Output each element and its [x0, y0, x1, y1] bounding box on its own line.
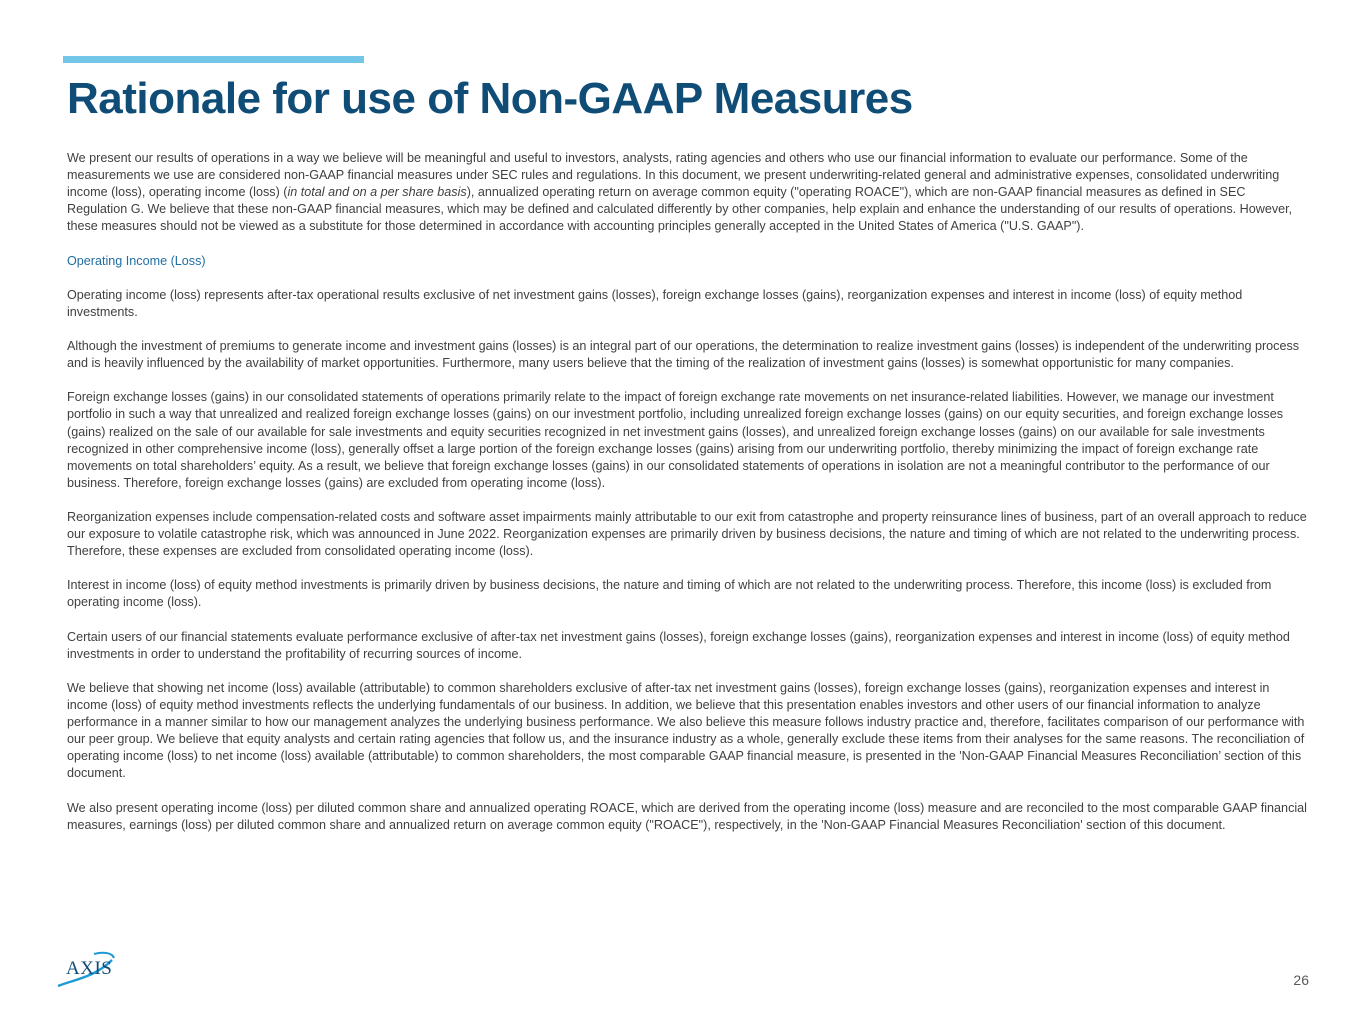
page-number: 26: [1293, 972, 1309, 988]
body-text: [67, 150, 1307, 834]
title-accent-bar: [63, 56, 364, 63]
page-title: Rationale for use of Non-GAAP Measures: [67, 74, 913, 123]
axis-logo: [54, 950, 118, 990]
paragraph-equity-method: Interest in income (loss) of equity method investments is primarily driven by business decisions, the nature and timing of which are not related to the underwriting process. Therefore, this income (loss) is excluded from operating income (loss).: [67, 578, 1272, 610]
intro-text-italic: in total and on a per share basis: [287, 185, 467, 200]
paragraph-fundamentals: We believe that showing net income (loss) available (attributable) to common shareholders exclusive of after-tax net investment gains (losses), foreign exchange losses (gains), reorganization expenses and interest in income (loss) of equity method investments reflects the underlying fundamentals of our business. In addition, we believe that this presentation enables investors and other users of our financial information to analyze performance in a manner similar to how our management analyzes the underlying business performance. We also believe this measure follows industry practice and, therefore, facilitates comparison of our performance with our peer group. We believe that equity analysts and certain rating agencies that follow us, and the insurance industry as a whole, generally exclude these items from their analyses for the same reasons. The reconciliation of operating income (loss) to net income (loss) available (attributable) to common shareholders, the most comparable GAAP financial measure, is presented in the 'Non-GAAP Financial Measures Reconciliation’ section of this document.: [67, 680, 1305, 781]
paragraph-foreign-exchange: Foreign exchange losses (gains) in our consolidated statements of operations primarily relate to the impact of foreign exchange rate movements on net insurance-related liabilities. However, we manage our investment portfolio in such a way that unrealized and realized foreign exchange losses (gains) on our investment portfolio, including unrealized foreign exchange losses (gains) on our equity securities, and foreign exchange losses (gains) realized on the sale of our available for sale investments and equity securities recognized in net investment gains (losses), and unrealized foreign exchange losses (gains) on our available for sale investments recognized in other comprehensive income (loss), generally offset a large portion of the foreign exchange losses (gains) arising from our underwriting portfolio, thereby minimizing the impact of foreign exchange rate movements on total shareholders’ equity. As a result, we believe that foreign exchange losses (gains) in our consolidated statements of operations in isolation are not a meaningful contributor to the performance of our business. Therefore, foreign exchange losses (gains) are excluded from operating income (loss).: [67, 390, 1284, 490]
paragraph-per-share-roace: We also present operating income (loss) per diluted common share and annualized operating ROACE, which are derived from the operating income (loss) measure and are reconciled to the most comparable GAAP financial measures, earnings (loss) per diluted common share and annualized return on average common equity ("ROACE"), respectively, in the 'Non-GAAP Financial Measures Reconciliation' section of this document.: [67, 800, 1307, 832]
intro-text-part2: ), annualized operating return on average common equity ("operating ROACE"), which are non-GAAP financial measures as defined in SEC Regulation G. We believe that these non-GAAP financial measures, which may be defined and calculated differently by other companies, help explain and enhance the understanding of our results of operations. However, these measures should not be viewed as a substitute for those determined in accordance with accounting principles generally accepted in the United States of America ("U.S. GAAP").: [67, 185, 1293, 234]
intro-text-part1: We present our results of operations in a way we believe will be meaningful and useful to investors, analysts, rating agencies and others who use our financial information to evaluate our performance. Some of the measurements we use are considered non-GAAP financial measures under SEC rules and regulations. In this document, we present underwriting-related general and administrative expenses, consolidated underwriting income (loss), operating income (loss) (: [67, 151, 1280, 200]
section-subheading: Operating Income (Loss): [67, 253, 206, 268]
paragraph-reorganization: Reorganization expenses include compensation-related costs and software asset impairments mainly attributable to our exit from catastrophe and property reinsurance lines of business, part of an overall approach to reduce our exposure to volatile catastrophe risk, which was announced in June 2022. Reorganization expenses are primarily driven by business decisions, the nature and timing of which are not related to the underwriting process. Therefore, these expenses are excluded from consolidated operating income (loss).: [67, 509, 1307, 559]
logo-text: AXIS: [66, 958, 113, 979]
paragraph-investment-gains: Although the investment of premiums to generate income and investment gains (losses) is an integral part of our operations, the determination to realize investment gains (losses) is independent of the underwriting process and is heavily influenced by the availability of market opportunities. Furthermore, many users believe that the timing of the realization of investment gains (losses) is somewhat opportunistic for many companies.: [67, 339, 1300, 371]
paragraph-definition: Operating income (loss) represents after-tax operational results exclusive of net investment gains (losses), foreign exchange losses (gains), reorganization expenses and interest in income (loss) of equity method investments.: [67, 287, 1243, 319]
intro-paragraph: [67, 150, 1307, 235]
paragraph-users-evaluation: Certain users of our financial statements evaluate performance exclusive of after-tax net investment gains (losses), foreign exchange losses (gains), reorganization expenses and interest in income (loss) of equity method investments in order to understand the profitability of recurring sources of income.: [67, 629, 1290, 661]
